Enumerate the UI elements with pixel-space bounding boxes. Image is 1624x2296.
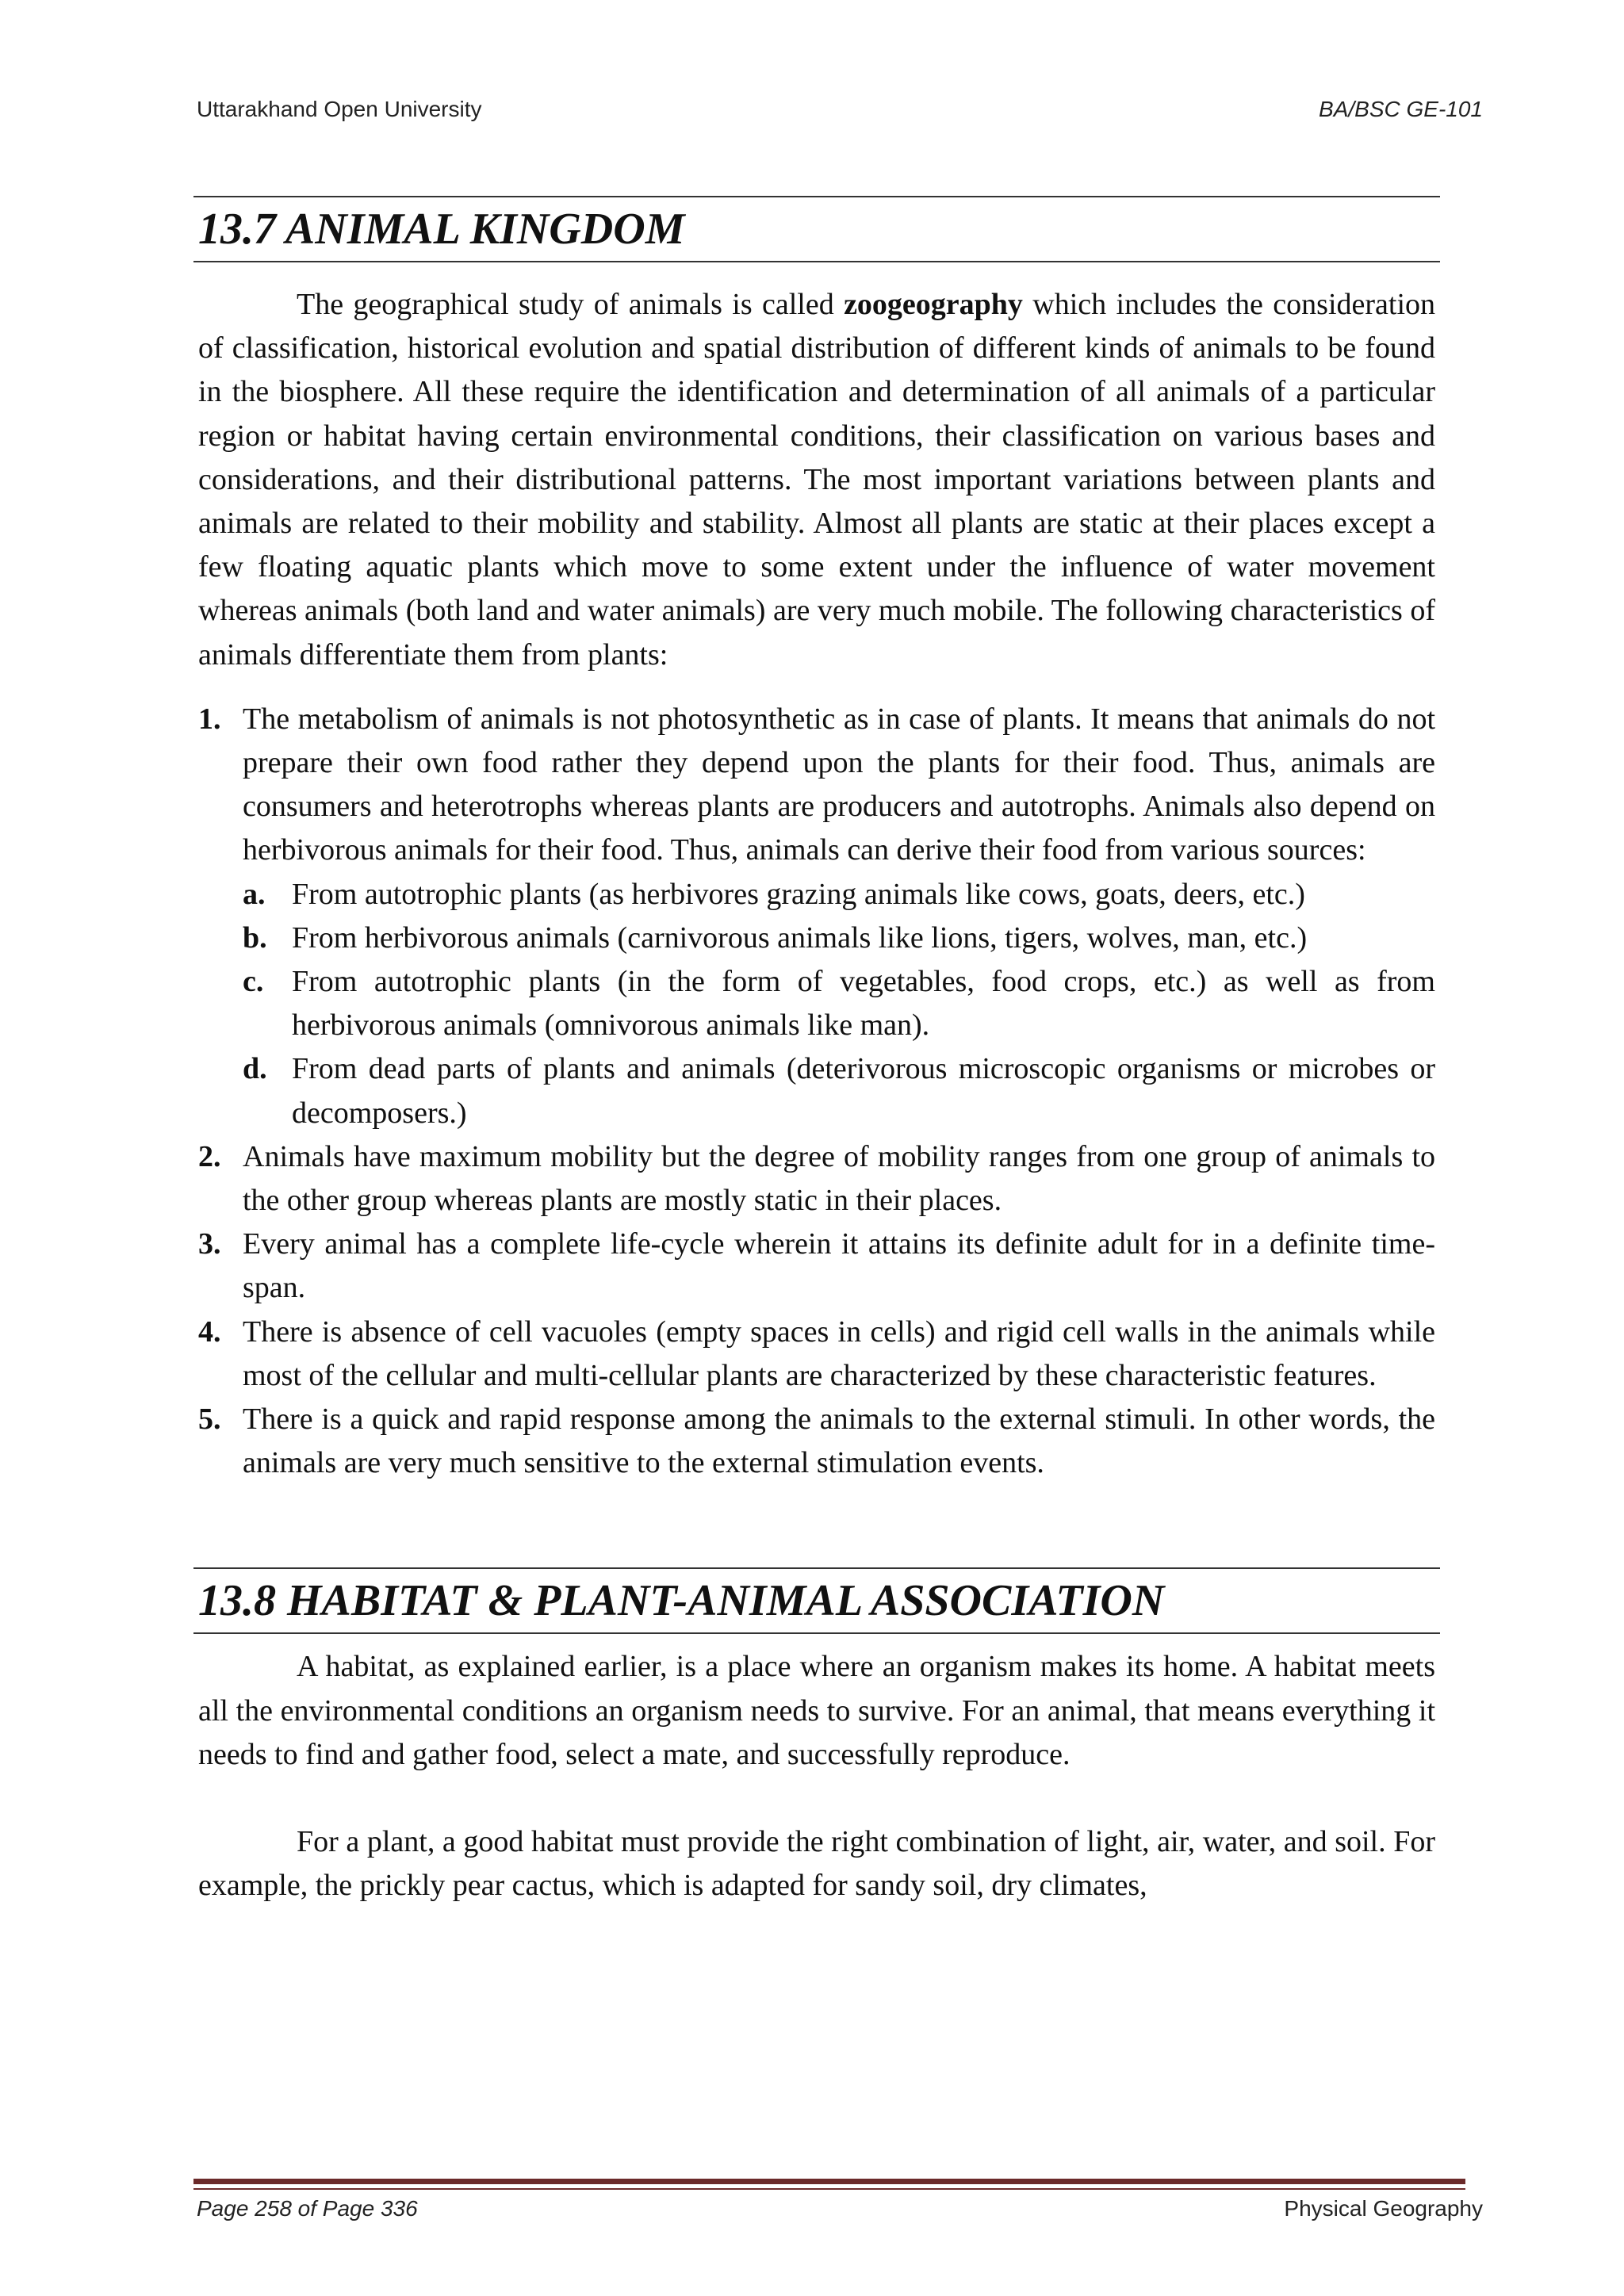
sub-list-item (243, 1047, 1435, 1135)
intro-text-start: The geographical study of animals is called (297, 288, 845, 321)
habitat-paragraph: A habitat, as explained earlier, is a place where an organism makes its home. A habitat meets all the environmental conditions an organism needs to survive. For an animal, that means everything it needs to find and gather food, select a mate, and successfully reproduce. (198, 1650, 1435, 1771)
sub-list-marker: b. (243, 920, 267, 955)
footer-divider-thick (193, 2179, 1465, 2184)
list-marker: 3. (198, 1227, 221, 1261)
list-item-text: There is absence of cell vacuoles (empty spaces in cells) and rigid cell walls in the animals while most of the cellular and multi-cellular plants are characterized by these characteristic features. (243, 1314, 1435, 1392)
section-heading-animal-kingdom: 13.7 ANIMAL KINGDOM (193, 196, 1440, 262)
header-course-code: BA/BSC GE-101 (1319, 97, 1483, 121)
sub-list-item-text: From autotrophic plants (as herbivores grazing animals like cows, goats, deers, etc.) (292, 877, 1305, 911)
list-marker: 4. (198, 1314, 221, 1349)
characteristics-list (193, 698, 1440, 1486)
page-footer (197, 2196, 1483, 2228)
list-marker: 1. (198, 702, 221, 736)
page-header (197, 97, 1483, 128)
list-item (193, 1398, 1440, 1485)
list-marker: 5. (198, 1402, 221, 1437)
sub-list-item (243, 873, 1435, 916)
sub-list-marker: a. (243, 877, 266, 911)
sub-list-item-text: From dead parts of plants and animals (deterivorous microscopic organisms or microbes or decomposers.) (292, 1052, 1435, 1130)
sub-list-item-text: From herbivorous animals (carnivorous animals like lions, tigers, wolves, man, etc.) (292, 920, 1308, 955)
footer-divider-thin (193, 2188, 1465, 2190)
list-item-text: Animals have maximum mobility but the degree of mobility ranges from one group of animals to the other group whereas plants are mostly static in their places. (243, 1139, 1435, 1218)
sub-list-marker: c. (243, 965, 264, 999)
footer-page-number: Page 258 of Page 336 (197, 2196, 418, 2221)
section-heading-habitat: 13.8 HABITAT & PLANT-ANIMAL ASSOCIATION (193, 1567, 1440, 1634)
list-item (193, 1223, 1440, 1310)
list-item-text: Every animal has a complete life-cycle wherein it attains its definite adult for in a definite time-span. (243, 1227, 1435, 1305)
plant-habitat-paragraph: For a plant, a good habitat must provide the right combination of light, air, water, and soil. For example, the prickly pear cactus, which is adapted for sandy soil, dry climates, (198, 1825, 1435, 1903)
list-item (193, 698, 1440, 1135)
intro-bold-term: zoogeography (844, 288, 1023, 321)
sub-list-marker: d. (243, 1052, 267, 1086)
list-marker: 2. (198, 1139, 221, 1173)
header-institution: Uttarakhand Open University (197, 97, 482, 121)
footer-subject: Physical Geography (1284, 2196, 1483, 2221)
intro-paragraph (193, 283, 1440, 677)
list-item-text: There is a quick and rapid response among the animals to the external stimuli. In other words, the animals are very much sensitive to the external stimulation events. (243, 1402, 1435, 1480)
list-item-text: The metabolism of animals is not photosynthetic as in case of plants. It means that animals do not prepare their own food rather they depend upon the plants for their food. Thus, animals are consumers and heterotrophs whereas plants are producers and autotrophs. Animals also depend on herbivorous animals for their food. Thus, animals can derive their food from various sources: (243, 702, 1435, 867)
intro-text-end: which includes the consideration of classification, historical evolution and spatial distribution of different kinds of animals to be found in the biosphere. All these require the identification and determination of all animals of a particular region or habitat having certain environmental conditions, their classification on various bases and considerations, and their distributional patterns. The most important variations between plants and animals are related to their mobility and stability. Almost all plants are static at their places except a few floating aquatic plants which move to some extent under the influence of water movement whereas animals (both land and water animals) are very much mobile. The following characteristics of animals differentiate them from plants: (198, 288, 1435, 672)
list-item (193, 1135, 1440, 1223)
page-content (193, 196, 1440, 1908)
sub-list-item (243, 960, 1435, 1047)
sub-list-item-text: From autotrophic plants (in the form of vegetables, food crops, etc.) as well as from herbivorous animals (omnivorous animals like man). (292, 965, 1435, 1043)
list-item (193, 1311, 1440, 1398)
sub-list-item (243, 916, 1435, 960)
